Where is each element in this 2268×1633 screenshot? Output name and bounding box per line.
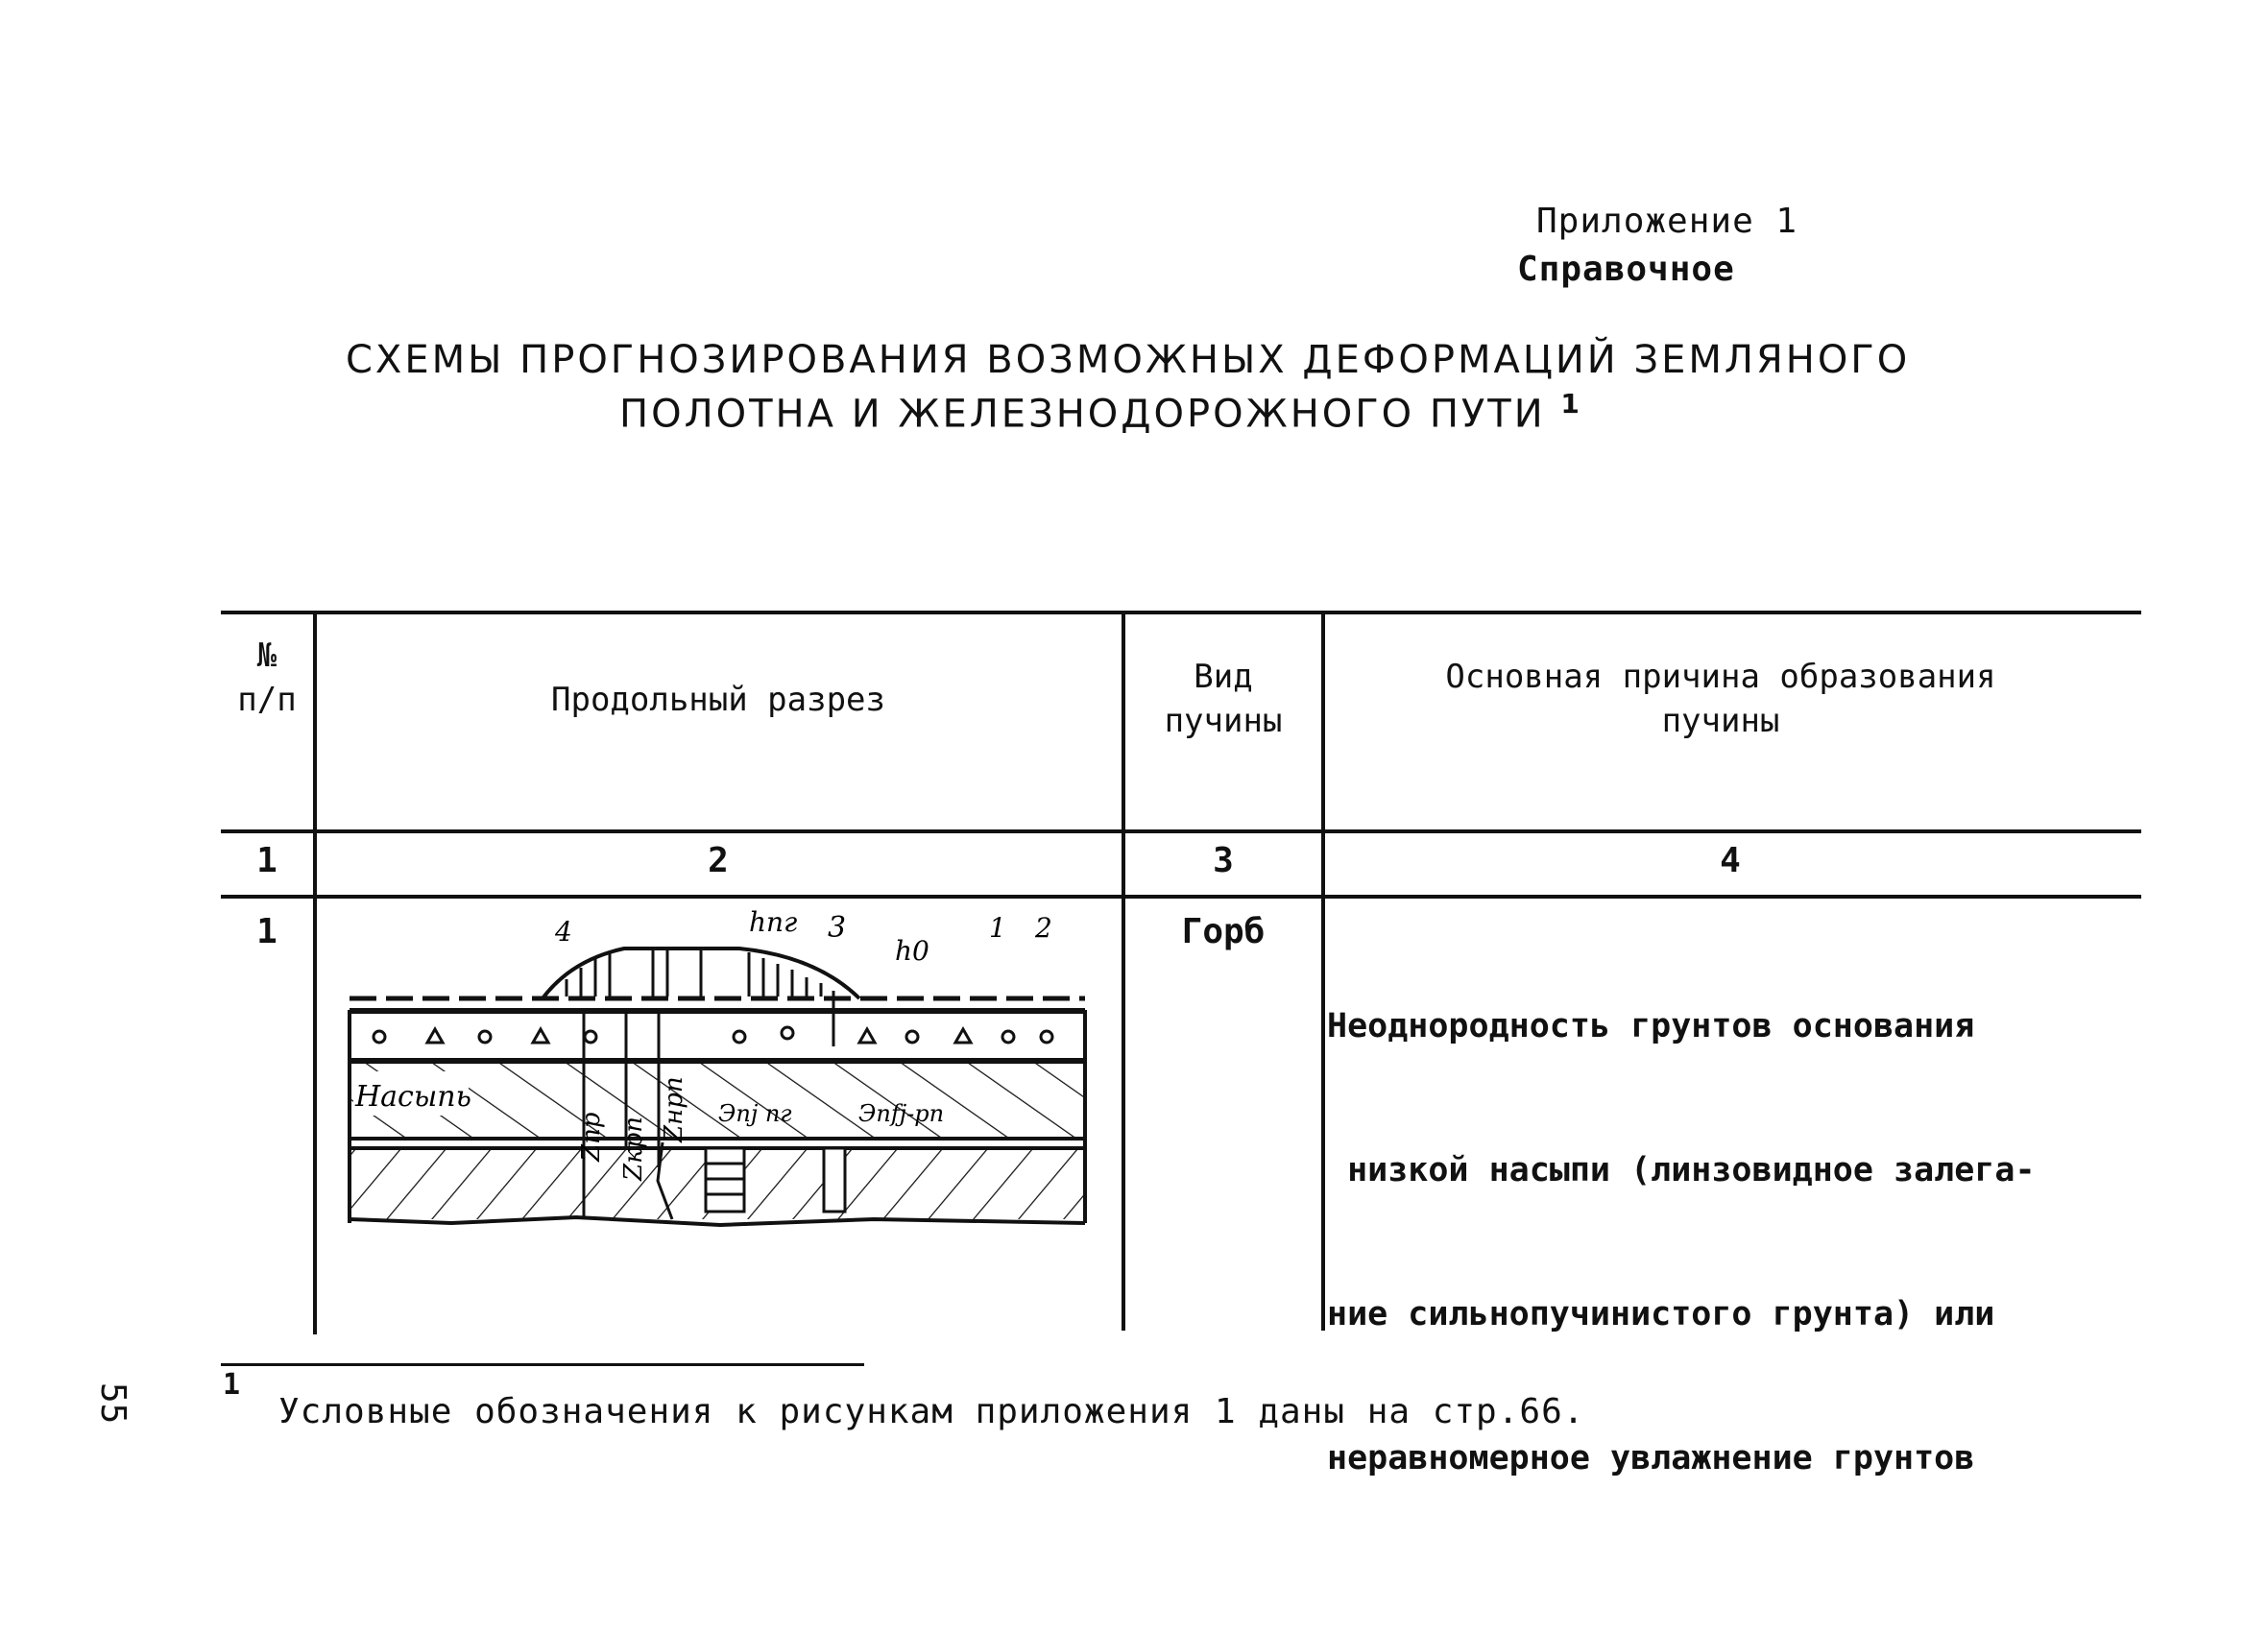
header-col2: Продольный разрез	[551, 681, 885, 719]
label-2: 2	[1035, 912, 1052, 944]
header-col1	[223, 634, 311, 722]
table-top-border	[221, 611, 2141, 614]
page-number: 55	[93, 1382, 133, 1425]
label-embankment: Насыпь	[355, 1080, 471, 1114]
page-title-line2-text: ПОЛОТНА И ЖЕЛЕЗНОДОРОЖНОГО ПУТИ	[619, 392, 1546, 437]
header-col4-line2: пучины	[1661, 702, 1780, 740]
label-epg: Эпj пг	[718, 1100, 792, 1127]
table-header-border	[221, 829, 2141, 833]
appendix-label: Приложение 1	[1536, 202, 1798, 241]
table-col-divider-3	[1321, 611, 1325, 1331]
label-h0: h0	[895, 935, 929, 967]
footnote-text: Условные обозначения к рисункам приложения 1 даны на стр.66.	[278, 1392, 1585, 1431]
appendix-type: Справочное	[1517, 250, 1735, 289]
heaving-soil-lens-right	[824, 1148, 845, 1212]
column-number-2: 2	[708, 841, 729, 880]
label-zkrp: Zкрп	[619, 1117, 648, 1181]
label-erp: Эпfj-рп	[858, 1100, 945, 1127]
row-cause	[1327, 906, 2036, 1578]
label-zpr: Zпр	[577, 1112, 606, 1162]
page-title-line2	[619, 388, 1582, 436]
column-number-1: 1	[256, 841, 277, 880]
label-1: 1	[989, 912, 1006, 944]
header-col3-line1: Вид	[1194, 658, 1253, 696]
title-footnote-ref: 1	[1560, 388, 1582, 420]
footnote-mark: 1	[223, 1368, 241, 1402]
column-number-4: 4	[1720, 841, 1741, 880]
column-number-3: 3	[1213, 841, 1234, 880]
footnote-separator	[221, 1363, 864, 1366]
row-cause-line-1: Неоднородность грунтов основания	[1327, 1007, 1975, 1045]
header-col1-line1: №	[256, 636, 277, 675]
label-4: 4	[555, 916, 572, 948]
ballast-symbols	[374, 1027, 1052, 1043]
header-col1-line2: п/п	[237, 681, 297, 719]
header-col3-line2: пучины	[1164, 702, 1283, 740]
row-number: 1	[256, 912, 277, 951]
row-cause-line-3: ние сильнопучинистого грунта) или	[1327, 1295, 1995, 1333]
page-title-line1: СХЕМЫ ПРОГНОЗИРОВАНИЯ ВОЗМОЖНЫХ ДЕФОРМАЦИЙ ЗЕМЛЯНОГО	[346, 338, 1911, 382]
row-cause-line-2: низкой насыпи (линзовидное залега-	[1327, 1151, 2036, 1189]
label-3: 3	[828, 911, 847, 945]
row-cause-line-4: неравномерное увлажнение грунтов	[1327, 1439, 1975, 1477]
header-col4	[1327, 655, 2114, 743]
table-numbers-border	[221, 895, 2141, 899]
label-hpg: hпг	[749, 906, 798, 938]
header-col3	[1125, 655, 1321, 743]
ballast-layer	[350, 1012, 1085, 1060]
label-znrp: Zнрп	[660, 1076, 688, 1142]
longitudinal-section-diagram	[336, 902, 1104, 1267]
row-heave-type: Горб	[1181, 912, 1266, 951]
header-col4-line1: Основная причина образования	[1445, 658, 1996, 696]
